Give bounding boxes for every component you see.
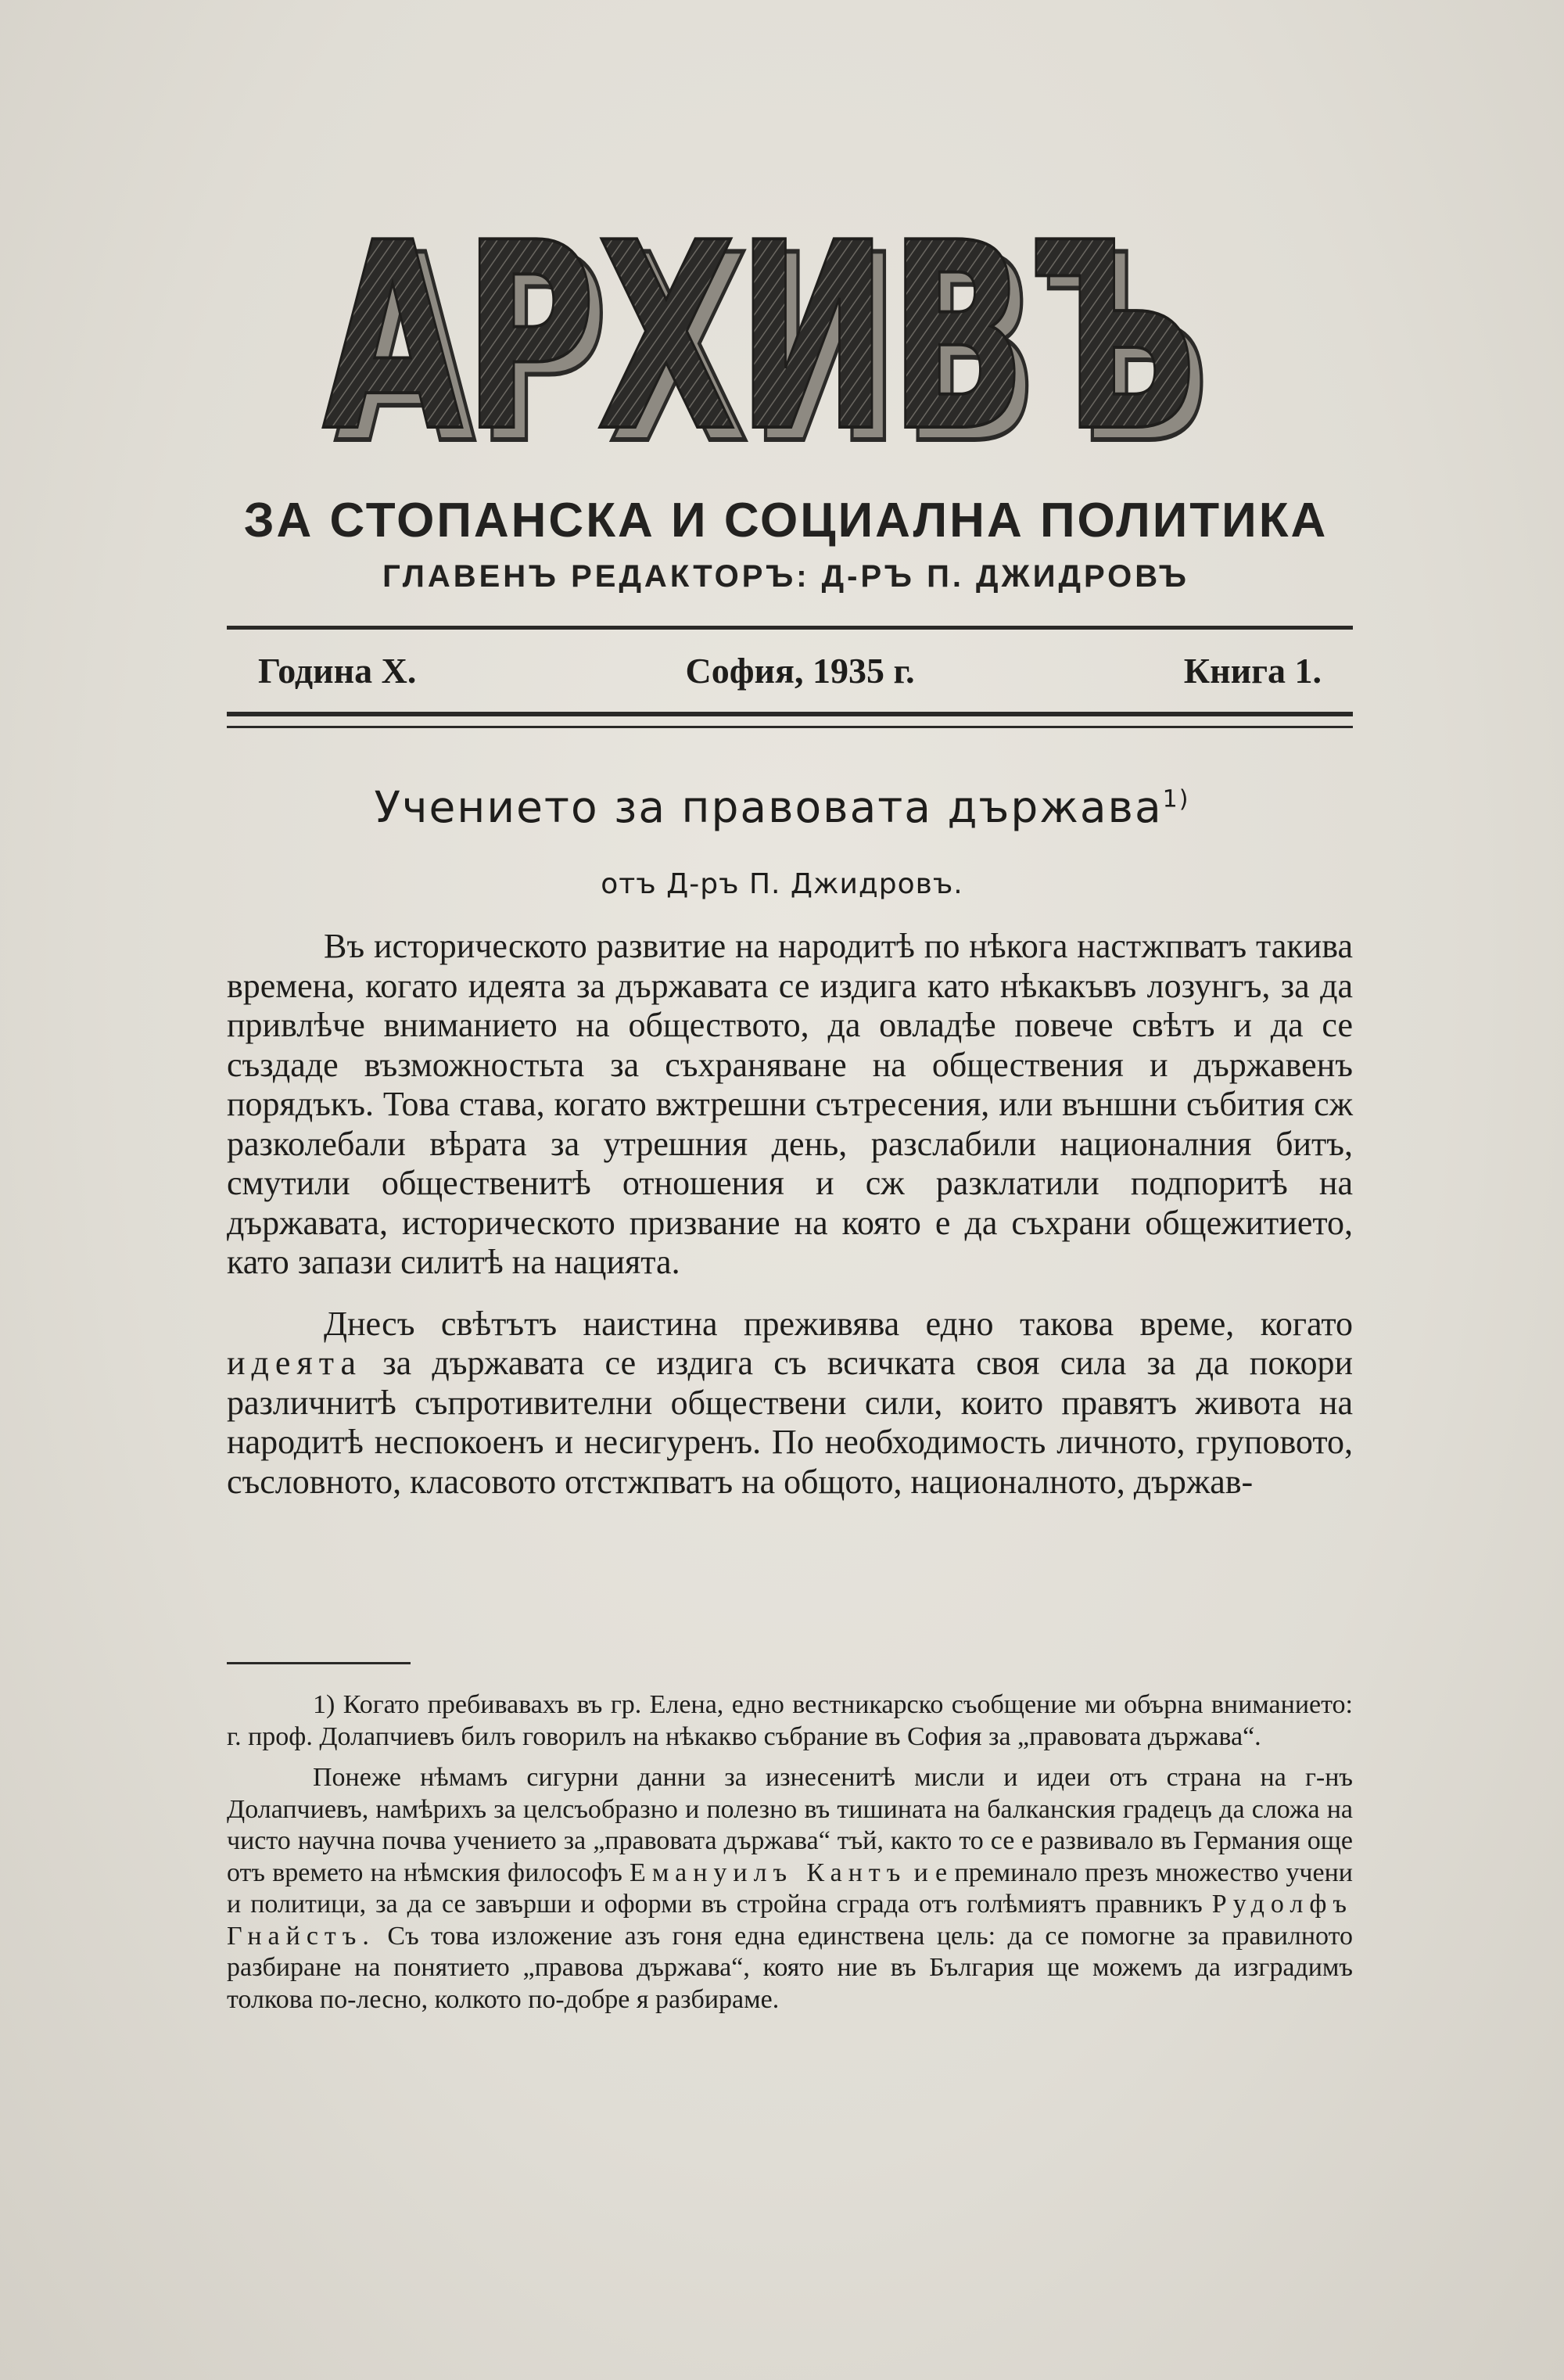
masthead-title: АРХИВЪ: [322, 211, 1198, 469]
issue-info-row: [258, 643, 1322, 698]
article-body: [227, 927, 1353, 1502]
body-paragraph-2-spaced-word: идеята: [227, 1344, 362, 1382]
issue-year: Година X.: [258, 650, 417, 691]
issue-book: Книга 1.: [1183, 650, 1322, 691]
issue-place-date: София, 1935 г.: [685, 650, 915, 691]
footnote-separator: [227, 1662, 411, 1664]
footnote-name-kant: Емануилъ Кантъ: [630, 1858, 907, 1887]
article-title-footnote-mark: 1): [1162, 785, 1190, 813]
article-title-text: Учението за правовата държава: [374, 782, 1163, 832]
editor-line: ГЛАВЕНЪ РЕДАКТОРЪ: Д-РЪ П. ДЖИДРОВЪ: [382, 559, 1189, 594]
body-paragraph-1: Въ историческото развитие на народитѣ по нѣкога настжпватъ такива времена, когато идеята за държавата се издига като нѣкакъвъ лозунгъ, за да привлѣче вниманието на обществото, да овладѣе повече свѣтъ и да се създаде възможностьта за съхраняване на обществения и държавенъ порядъкъ. Това става, когато вжтрешни сътресения, или външни събития сж разколебали вѣрата за утрешния день, разслабили националния битъ, смутили общественитѣ отношения и сж разклатили подпоритѣ на държавата, историческото призвание на която е да съхрани общежитието, като запази силитѣ на нацията.: [227, 927, 1353, 1281]
footnotes: [227, 1689, 1353, 2025]
footnote-1-continuation: [227, 1762, 1353, 2016]
footnote-text-b: и е преминало презъ множество учени и политици, за да се завърши и оформи въ стройна сграда отъ голѣмиятъ правникъ: [227, 1858, 1354, 1919]
body-paragraph-2-start: Днесъ свѣтътъ наистина преживява едно такова време, когато: [324, 1304, 1353, 1343]
header-rule-top: [227, 626, 1353, 630]
article-title: [219, 782, 1345, 832]
footnote-name-gneist: Рудолфъ Гнайстъ.: [227, 1890, 1353, 1951]
body-paragraph-2-end: за държавата се издига съ всичката своя сила за да покори различнитѣ съпротивителни обществени сили, които правятъ живота на народитѣ неспокоенъ и несигуренъ. По необходимость личното, груповото, съсловното, класовото отстжпватъ на общото, националното, държав-: [227, 1344, 1354, 1501]
header-rule-double-1: [227, 712, 1353, 716]
masthead-logo: [219, 211, 1314, 469]
masthead-title-graphic: [219, 211, 1314, 469]
article-byline: отъ Д-ръ П. Джидровъ.: [601, 868, 963, 900]
footnote-text-c: Съ това изложение азъ гоня една единствена цель: да се помогне за правилното разбиране на понятието „правова държава“, която ние въ България ще можемъ да изградимъ толкова по-лесно, колкото по-добре я разбираме.: [227, 1921, 1354, 2014]
journal-subtitle: ЗА СТОПАНСКА И СОЦИАЛНА ПОЛИТИКА: [243, 494, 1329, 547]
footnote-1: 1) Когато пребивавахъ въ гр. Елена, едно вестникарско съобщение ми обърна вниманието: г. проф. Долапчиевъ билъ говорилъ на нѣкакво събрание въ София за „правовата държава“.: [227, 1690, 1353, 1751]
footnote-text-a: Понеже нѣмамъ сигурни данни за изнесенитѣ мисли и идеи отъ страна на г-нъ Долапчиевъ, намѣрихъ за целсъобразно и полезно въ тишината на балканския градецъ да сложа на чисто научна почва учението за „правовата държава“ тъй, както то се е развивало въ Германия още отъ времето на нѣмския философъ: [227, 1763, 1353, 1887]
header-rule-double-2: [227, 726, 1353, 728]
body-paragraph-2: [227, 1305, 1353, 1502]
masthead-title-shadow: АРХИВЪ: [335, 211, 1211, 469]
